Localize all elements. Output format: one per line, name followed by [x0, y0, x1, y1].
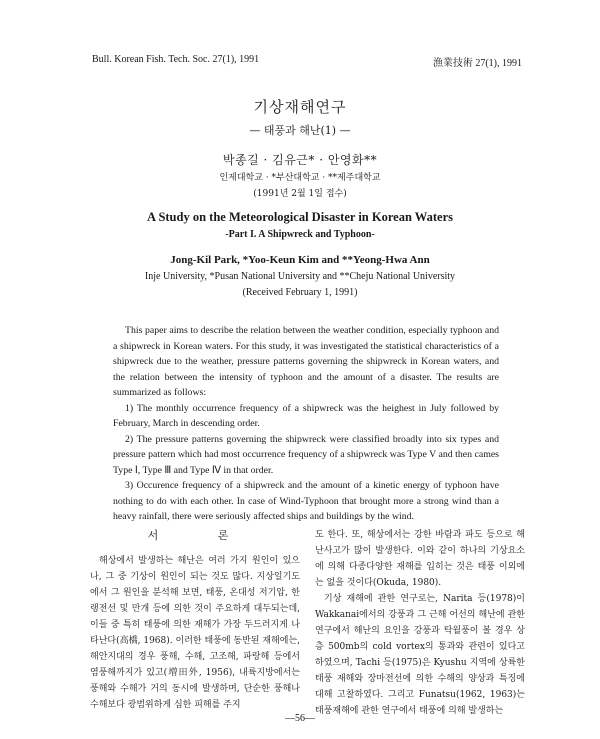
korean-received-date: (1991년 2월 1일 접수) [253, 189, 347, 199]
body-column-right [315, 527, 525, 719]
english-authors: Jong-Kil Park, *Yoo-Keun Kim and **Yeong-Hwa Ann [170, 254, 430, 266]
page-number: —56— [285, 713, 315, 724]
section-heading-introduction: 서 론 [147, 529, 257, 542]
abstract-paragraph: This paper aims to describe the relation between the weather condition, especially typhoon and a shipwreck in Korean waters. For this study, it was investigated the statistical characteristics of a shipwreck due to the weather, pressure patterns governing the shipwreck in Korean waters, and the relation between the intensity of typhoon and the amount of a disaster. The results are summarized as follows: [113, 325, 499, 398]
body-paragraph: 도 한다. 또, 해상에서는 강한 바람과 파도 등으로 해난사고가 많이 발생한다. 이와 같이 하나의 기상요소에 의해 다종다양한 재해를 입히는 것은 태풍 이외에는 없을 것이다(Okuda, 1980). [315, 530, 525, 588]
journal-citation-korean: 漁業技術 27(1), 1991 [432, 58, 522, 69]
korean-authors: 박종길 · 김유근* · 안영화** [222, 153, 378, 167]
english-title: A Study on the Meteorological Disaster in Korean Waters [146, 210, 453, 224]
abstract-paragraph: 1) The monthly occurrence frequency of a shipwreck was the heighest in July followed by February, March in descending order. [113, 402, 499, 429]
body-column-left [90, 528, 300, 713]
english-subtitle: -Part I. A Shipwreck and Typhoon- [225, 229, 375, 240]
english-received-date: (Received February 1, 1991) [242, 287, 358, 298]
body-paragraph: 기상 재해에 관한 연구로는, Narita 등(1978)이 Wakkanai에서의 강풍과 그 근해 어선의 해난에 관한 연구에서 해난의 요인을 강풍과 탁월풍이 볼 경우 상층 500mb의 cold vortex의 통과와 관련이 있다고 하였으며, Tachi 등(1975)은 Kyushu 지역에 상륙한 태풍 재해와 장마전선에 의한 수해의 양상과 특징에 대해 고찰하였다. 그리고 Funatsu(1962, 1963)는 태풍재해에 관한 연구에서 태풍에 의해 발생하는 [315, 594, 525, 716]
korean-subtitle: — 태풍과 해난(1) — [249, 124, 351, 137]
korean-title: 기상재해연구 [253, 98, 347, 116]
korean-affiliation: 인제대학교 · *부산대학교 · **제주대학교 [219, 173, 381, 183]
body-paragraph: 해상에서 발생하는 해난은 여러 가지 원인이 있으나, 그 중 기상이 원인이 되는 것도 많다. 지상일기도에서 그 원인을 분석해 보면, 태풍, 온대성 저기압, 한랭전선 및 만개 등에 의한 것이 주요하게 대두되는데, 이들 중 특히 태풍에 의한 재해가 가장 두드러지게 나타난다(高橋, 1968). 이러한 태풍에 동반된 재해에는, 해안지대의 경우 풍해, 수해, 고조해, 파랑해 등에서 염풍해까지가 있고(増田外, 1956), 내륙지방에서는 풍해와 수해가 거의 동시에 발생하며, 단순한 풍해나 수해보다 광범위하게 심한 피해를 주지 [90, 556, 300, 710]
abstract-paragraph: 2) The pressure patterns governing the shipwreck were classified broadly into six types and pressure pattern which had most occurrence frequency of a shipwreck was Type V and then cames Type Ⅰ, Type Ⅲ and Type Ⅳ in that order. [113, 433, 499, 476]
abstract-paragraph: 3) Occurence frequency of a shipwreck and the amount of a kinetic energy of typhoon have nothing to do with each other. In case of Wind-Typhoon that brought more a strong wind than a heavy rainfall, there were seriously affected ships and buildings by the wind. [113, 480, 499, 522]
abstract [113, 323, 499, 525]
english-affiliation: Inje University, *Pusan National University and **Cheju National University [144, 271, 456, 282]
journal-citation-english: Bull. Korean Fish. Tech. Soc. 27(1), 1991 [92, 54, 260, 65]
